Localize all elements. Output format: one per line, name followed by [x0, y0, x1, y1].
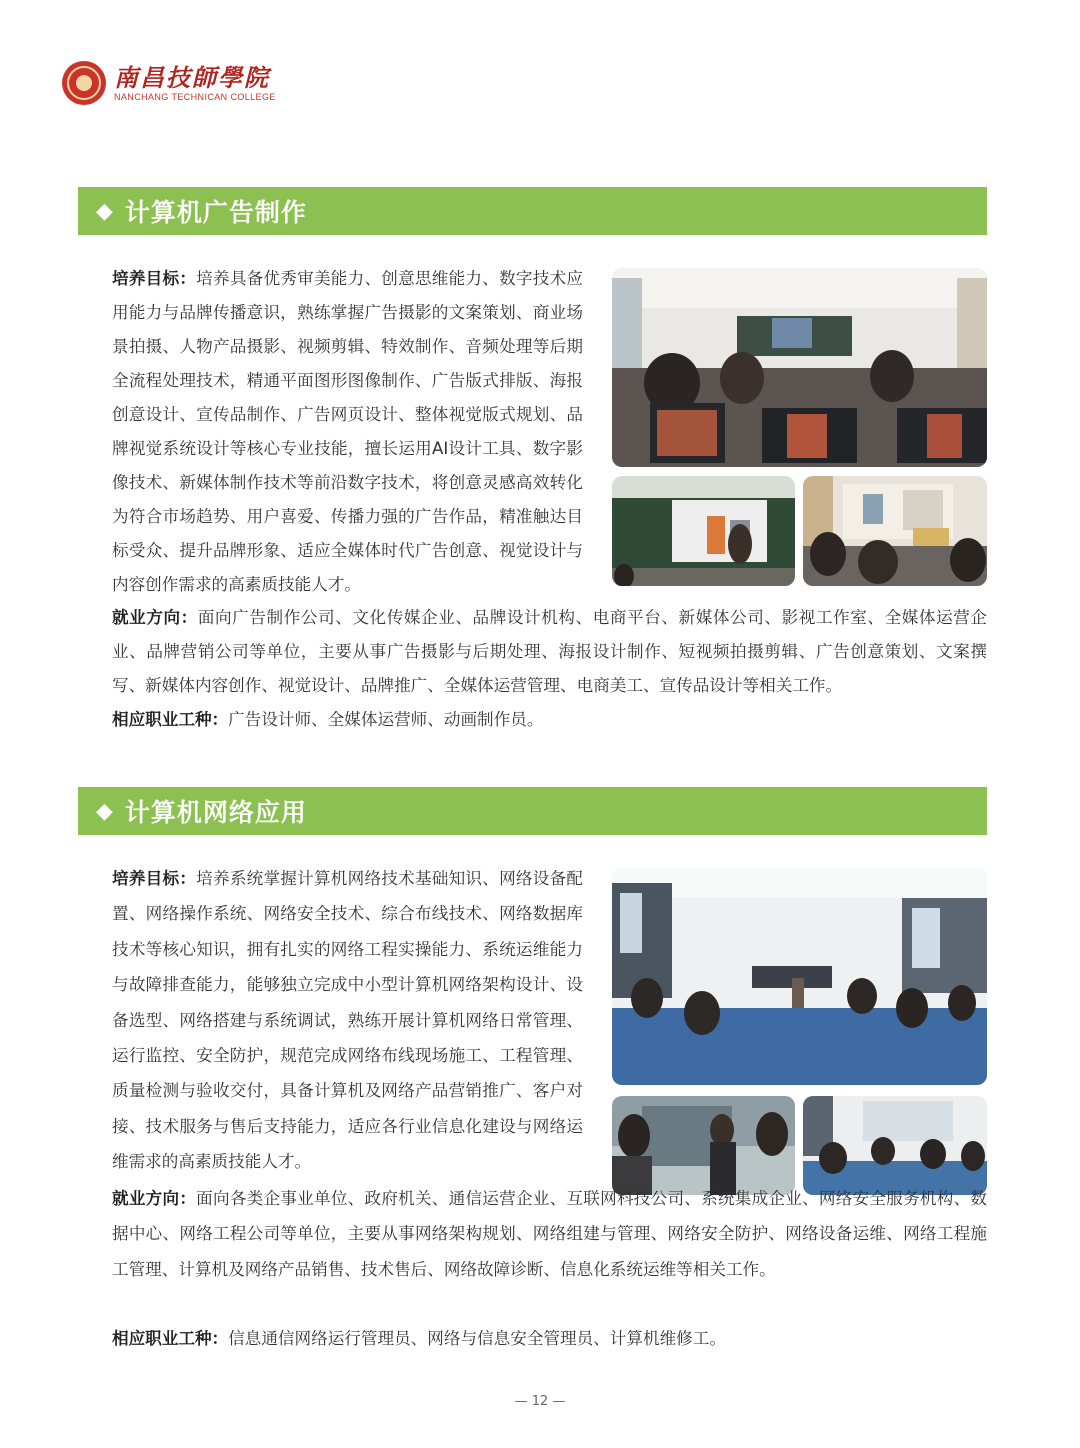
classroom-photo-smartboard — [612, 476, 795, 586]
diamond-icon: ◆ — [96, 798, 113, 824]
goal-label: 培养目标： — [112, 269, 197, 288]
section-header-advertising — [78, 187, 987, 235]
jobs-text: 信息通信网络运行管理员、网络与信息安全管理员、计算机维修工。 — [228, 1329, 726, 1348]
goal-label: 培养目标： — [112, 869, 197, 888]
occupation-paragraph — [78, 1322, 987, 1356]
goal-text: 培养具备优秀审美能力、创意思维能力、数字技术应用能力与品牌传播意识，熟练掌握广告摄影的文案策划、商业场景拍摄、人物产品摄影、视频剪辑、特效制作、音频处理等后期全流程处理技术，精通平面图形图像制作、广告版式排版、海报创意设计、宣传品制作、广告网页设计、整体视觉版式规划、品牌视觉系统设计等核心专业技能，擅长运用AI设计工具、数字影像技术、新媒体制作技术等前沿数字技术，将创意灵感高效转化为符合市场趋势、用户喜爱、传播力强的广告作品，精准触达目标受众、提升品牌形象、适应全媒体时代广告创意、视觉设计与内容创作需求的高素质技能人才。 — [112, 269, 584, 594]
page-number: — 12 — — [514, 1394, 566, 1409]
career-text: 面向各类企事业单位、政府机关、通信运营企业、互联网科技公司、系统集成企业、网络安全服务机构、数据中心、网络工程公司等单位，主要从事网络架构规划、网络组建与管理、网络安全防护、网络设备运维、网络工程施工管理、计算机及网络产品销售、技术售后、网络故障诊断、信息化系统运维等相关工作。 — [112, 1189, 988, 1279]
jobs-label: 相应职业工种： — [112, 710, 229, 729]
training-goal-paragraph — [78, 861, 583, 1180]
career-label: 就业方向： — [112, 1189, 197, 1208]
jobs-text: 广告设计师、全媒体运营师、动画制作员。 — [228, 710, 544, 729]
goal-text: 培养系统掌握计算机网络技术基础知识、网络设备配置、网络操作系统、网络安全技术、综合布线技术、网络数据库技术等核心知识，拥有扎实的网络工程实操能力、系统运维能力与故障排查能力，能够独立完成中小型计算机网络架构设计、设备选型、网络搭建与系统调试，熟练开展计算机网络日常管理、运行监控、安全防护，规范完成网络布线现场施工、工程管理、质量检测与验收交付，具备计算机及网络产品营销推广、客户对接、技术服务与售后支持能力，适应各行业信息化建设与网络运维需求的高素质技能人才。 — [112, 869, 584, 1172]
college-seal-icon — [62, 61, 106, 105]
occupation-paragraph — [78, 703, 987, 737]
employment-direction-paragraph — [78, 1181, 987, 1287]
career-label: 就业方向： — [112, 608, 198, 627]
career-text: 面向广告制作公司、文化传媒企业、品牌设计机构、电商平台、新媒体公司、影视工作室、全媒体运营企业、品牌营销公司等单位，主要从事广告摄影与后期处理、海报设计制作、短视频拍摄剪辑、广告创意策划、文案撰写、新媒体内容创作、视觉设计、品牌推广、全媒体运营管理、电商美工、宣传品设计等相关工作。 — [112, 608, 988, 695]
section-header-network — [78, 787, 987, 835]
classroom-photo-network-lab — [612, 868, 987, 1085]
section-title: 计算机网络应用 — [124, 798, 307, 827]
classroom-photo-studio — [803, 476, 987, 586]
logo-chinese-name: 南昌技師學院 — [114, 62, 270, 92]
section-title: 计算机广告制作 — [124, 198, 307, 227]
diamond-icon: ◆ — [96, 198, 113, 224]
logo-english-name: NANCHANG TECHNICAN COLLEGE — [114, 91, 276, 102]
college-logo — [62, 60, 276, 106]
employment-direction-paragraph — [78, 601, 987, 703]
training-goal-paragraph — [78, 262, 583, 602]
jobs-label: 相应职业工种： — [112, 1329, 229, 1348]
classroom-photo-computer-lab — [612, 268, 987, 467]
